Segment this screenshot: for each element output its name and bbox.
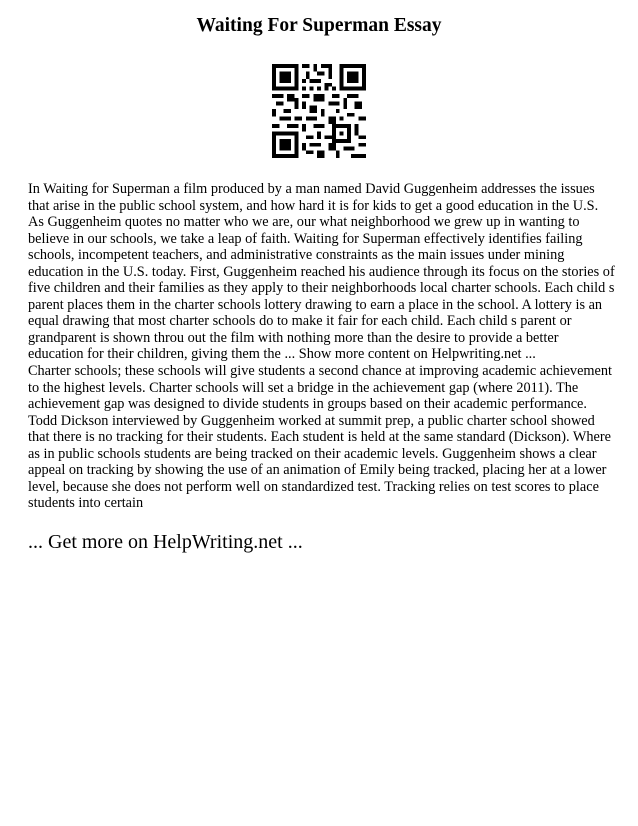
essay-line: as in public schools students are being tracked on their academic levels. Guggenheim shows a clear bbox=[28, 445, 597, 462]
essay-line: schools, incompetent teachers, and administrative constraints as the main issues under mining bbox=[28, 247, 565, 264]
essay-line: grandparent is shown throu out the film with nothing more than the desire to provide a better bbox=[28, 329, 559, 346]
qr-code-graphic bbox=[272, 64, 366, 158]
get-more-link[interactable]: ... Get more on HelpWriting.net ... bbox=[28, 531, 303, 553]
essay-line: that there is no tracking for their students. Each student is held at the same standard (Dickson). Where bbox=[28, 429, 611, 446]
essay-line: students into certain bbox=[28, 495, 144, 512]
essay-line: As Guggenheim quotes no matter who we are, our what neighborhood we grew up in wanting to bbox=[28, 214, 580, 231]
essay-line: education for their children, giving them the ... Show more content on Helpwriting.net ... bbox=[28, 346, 536, 363]
essay-body bbox=[28, 181, 620, 512]
essay-line: level, because she does not perform well on standardized test. Tracking relies on test scores to place bbox=[28, 478, 599, 495]
essay-line: believe in our schools, we take a leap of faith. Waiting for Superman effectively identifies failing bbox=[28, 230, 583, 247]
essay-line: equal drawing that most charter schools do to make it fair for each child. Each child s parent or bbox=[28, 313, 572, 330]
essay-line: appeal on tracking by showing the use of an animation of Emily being tracked, placing her at a lower bbox=[28, 462, 607, 479]
essay-line: Todd Dickson interviewed by Guggenheim worked at summit prep, a public charter school showed bbox=[28, 412, 595, 429]
essay-line: In Waiting for Superman a film produced by a man named David Guggenheim addresses the issues bbox=[28, 181, 595, 197]
essay-line: parent places them in the charter schools lottery drawing to earn a place in the school. A lottery is an bbox=[28, 296, 603, 313]
essay-line: Charter schools; these schools will give students a second chance at improving academic achievement bbox=[28, 363, 613, 380]
essay-line: to the highest levels. Charter schools will set a bridge in the achievement gap (where 2011). The bbox=[28, 379, 579, 396]
essay-line: achievement gap was designed to divide students in groups based on their academic performance. bbox=[28, 396, 587, 413]
page-title: Waiting For Superman Essay bbox=[196, 15, 442, 36]
essay-line: five children and their families as they apply to their neighborhoods local charter schools. Each child s bbox=[28, 280, 615, 297]
qr-code-icon bbox=[272, 64, 366, 158]
essay-line: that arise in the public school system, and how hard it is for kids to get a good education in the U.S. bbox=[28, 197, 599, 214]
essay-line: education in the U.S. today. First, Guggenheim reached his audience through its focus on the stories of bbox=[28, 263, 615, 280]
